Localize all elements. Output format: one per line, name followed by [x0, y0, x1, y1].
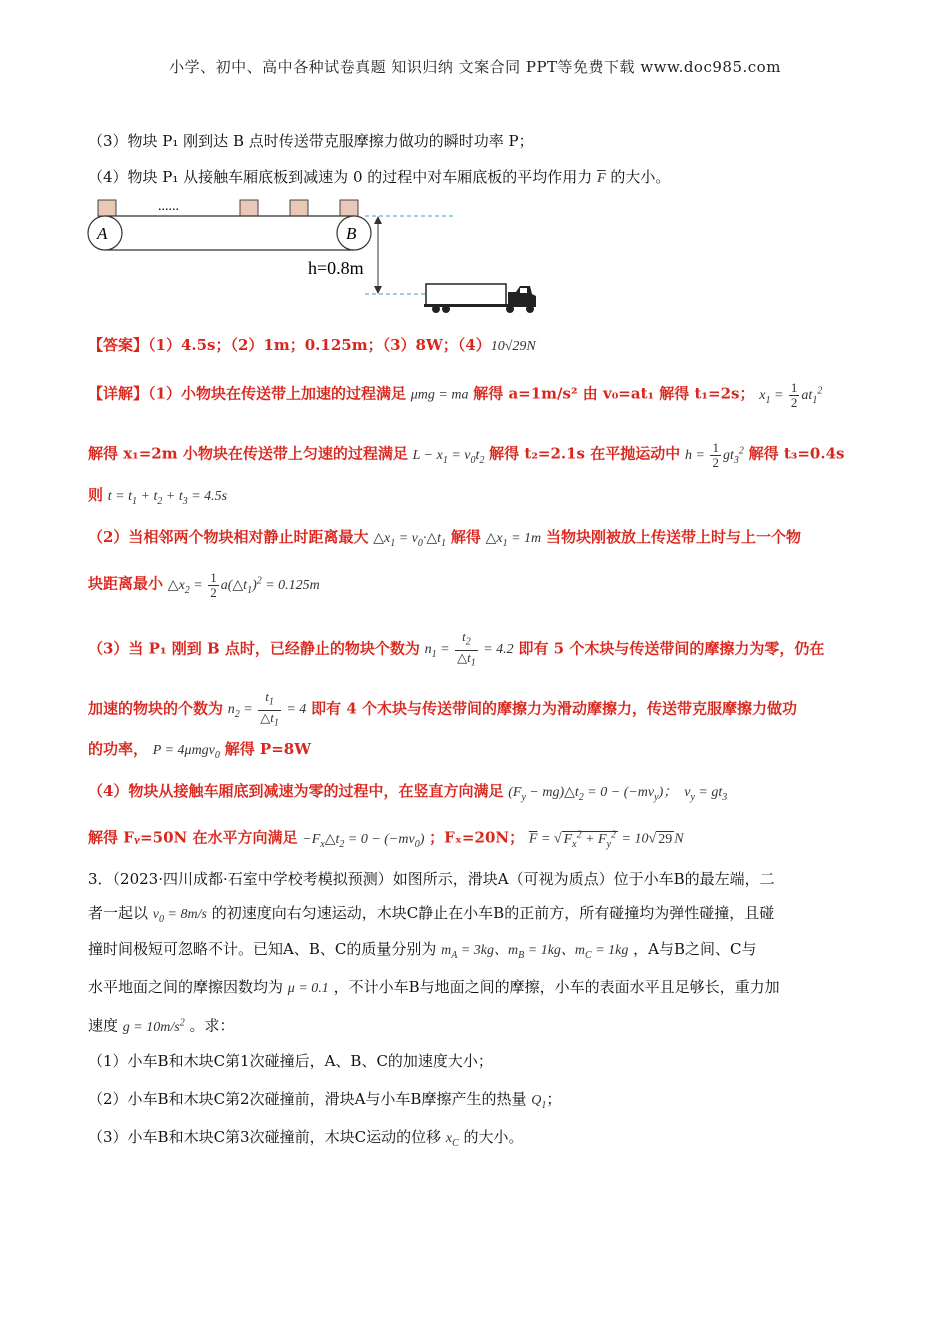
formula-friction: μmg = ma — [410, 387, 469, 403]
problem-3-line-2: 者一起以 $v_0 = 8m/s$ 的初速度向右匀速运动，木块C静止在小车B的正前方，所有碰撞均为弹性碰撞，且碰 — [88, 904, 775, 925]
detail-line-7: 加速的物块的个数为 $n_2$ = $\frac{t_1}{\triangle t_1}$ = 4 即有 4 个木块与传送带间的摩擦力为滑动摩擦力，传送带克服摩擦力做功 — [88, 689, 797, 729]
detail-line-4: （2）当相邻两个物块相对静止时距离最大 $\triangle x_1$ = $v_0\cdot\triangle t_1$ 解得 $\triangle x_1 = 1m$ 当物块刚被放上传送带上时与上一个物 — [88, 528, 801, 549]
label-a: A — [97, 224, 108, 243]
height-label: h=0.8m — [308, 258, 364, 278]
question-3-text: （3）物块 P₁ 刚到达 B 点时传送带克服摩擦力做功的瞬时功率 P； — [88, 132, 534, 150]
avg-force-symbol: $\overline{F}$ — [597, 171, 606, 186]
problem-3-line-1: 3．（2023·四川成都·石室中学校考模拟预测）如图所示，滑块A（可视为质点）位于小车B的最左端，二 — [88, 870, 775, 888]
problem-3-line-3: 撞时间极短可忽略不计。已知A、B、C的质量分别为 $m_A = 3kg$、$m_B = 1kg$、$m_C = 1kg$ ，A与B之间、C与 — [88, 940, 757, 961]
detail-line-5: 块距离最小 $\triangle x_2$ = $\frac{1}{2}$ $a(\triangle t_1)^2 = 0.125m$ — [88, 569, 320, 600]
problem-3-sub-3: （3）小车B和木块C第3次碰撞前，木块C运动的位移 $x_C$ 的大小。 — [88, 1128, 524, 1149]
question-4-text: （4）物块 P₁ 从接触车厢底板到减速为 0 的过程中对车厢底板的平均作用力 $\overline{F}$ 的大小。 — [88, 168, 671, 186]
dots-label: ...... — [158, 199, 179, 214]
detail-line-3: 则 $t = t_1 + t_2 + t_3 = 4.5s$ — [88, 486, 228, 507]
block — [340, 200, 358, 216]
formula-x1: $x_1$ = $\frac{1}{2}$ $at_1^2$ — [759, 379, 823, 410]
detail-line-8: 的功率， P = 4μmgv$_0$ 解得 P=8W — [88, 740, 312, 761]
truck-icon — [424, 284, 536, 313]
block — [98, 200, 116, 216]
detail-line-2: 解得 x₁=2m 小物块在传送带上匀速的过程满足 $L - x_1 = v_0t_2$ 解得 t₂=2.1s 在平抛运动中 h = $\frac{1}{2}$ $gt_3^2$ 解得 t₃=0.4s — [88, 439, 845, 470]
label-b: B — [346, 224, 357, 243]
problem-3-sub-1: （1）小车B和木块C第1次碰撞后，A、B、C的加速度大小； — [88, 1052, 493, 1070]
problem-3-sub-2: （2）小车B和木块C第2次碰撞前，滑块A与小车B摩擦产生的热量 $Q_1$； — [88, 1090, 562, 1111]
block — [240, 200, 258, 216]
block — [290, 200, 308, 216]
detail-line-10: 解得 Fᵧ=50N 在水平方向满足 $-F_x\triangle t_2 = 0 - (-mv_0)$ ；Fₓ=20N； $\overline{F}$ = √ $F_x^2 + F_y^2 = 10√$ 29 N — [88, 828, 684, 850]
problem-3-line-5: 速度 $g = 10m/s^2$ 。求： — [88, 1016, 235, 1035]
detail-line-1: 【详解】（1）小物块在传送带上加速的过程满足 μmg = ma 解得 a=1m/s² 由 v₀=at₁ 解得 t₁=2s； $x_1$ = $\frac{1}{2}$ $at_1^2$ — [88, 379, 823, 410]
page-header: 小学、初中、高中各种试卷真题 知识归纳 文案合同 PPT等免费下载 www.doc985.com — [169, 58, 781, 76]
answer-line: 【答案】（1）4.5s；（2）1m；0.125m；（3）8W；（4）10√29N — [88, 336, 536, 354]
detail-line-9: （4）物块从接触车厢底到减速为零的过程中，在竖直方向满足 ($F_y$ − $mg)\triangle t_2 = 0 - (-mv_y)$； $v_y = gt_3$ — [88, 782, 728, 803]
problem-3-line-4: 水平地面之间的摩擦因数均为 μ = 0.1 ，不计小车B与地面之间的摩擦，小车的表面水平且足够长，重力加 — [88, 978, 780, 996]
conveyor-truck-figure — [80, 190, 550, 315]
detail-line-6: （3）当 P₁ 刚到 B 点时，已经静止的物块个数为 $n_1$ = $\frac{t_2}{\triangle t_1}$ = 4.2 即有 5 个木块与传送带间的摩擦力为零，仍在 — [88, 629, 825, 669]
